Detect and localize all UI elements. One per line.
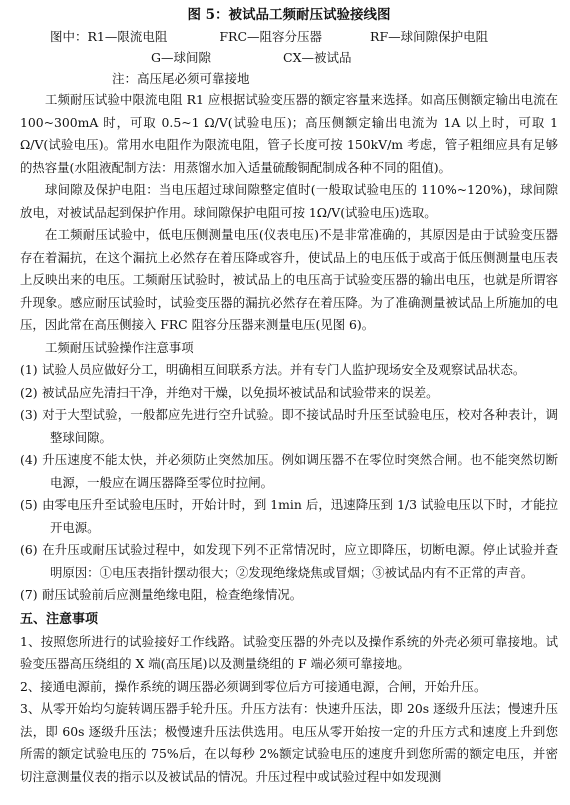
- list-item-text: 被试品应先清扫干净，并绝对干燥，以免损坏被试品和试验带来的误差。: [42, 384, 439, 400]
- note-3: 3、从零开始均匀旋转调压器手轮升压。升压方法有：快速升压法，即 20s 逐级升压法；慢速升压法，即 60s 逐级升压法；极慢速升压法供选用。电压从零开始按一定的升压方式和速度上升到您所需的额定试验电压的 75%后，在以每秒 2%额定试验电压的速度升到您所需的额定电压，并密切注意测量仪表的指示以及被试品的情况。升压过程中或试验过程中如发现测: [20, 701, 558, 784]
- list-item: (6) 在升压或耐压试验过程中，如发现下列不正常情况时，应立即降压，切断电源。停止试验并查明原因：①电压表指针摆动很大；②发现绝缘烧焦或冒烟；③被试品内有不正常的声音。: [20, 542, 558, 580]
- paragraph-current-limiting-resistor: 工频耐压试验中限流电阻 R1 应根据试验变压器的额定容量来选择。如高压侧额定输出电流在 100~300mA 时，可取 0.5~1 Ω/V(试验电压)；高压侧额定输出电流为 1A 以上时，可取 1 Ω/V(试验电压)。常用水电阻作为限流电阻，管子长度可按 150kV/m 考虑，管子粗细应具有足够的热容量(水阻液配制方法：用蒸馏水加入适量硫酸铜配制成各种不同的阻值)。: [20, 92, 558, 175]
- section-heading: 五、注意事项: [20, 611, 99, 627]
- list-item-text: 对于大型试验，一般都应先进行空升试验。即不接试品时升压至试验电压，校对各种表计，调整球间隙。: [42, 407, 558, 445]
- paragraph-sphere-gap: 球间隙及保护电阻：当电压超过球间隙整定值时(一般取试验电压的 110%~120%)，球间隙放电，对被试品起到保护作用。球间隙保护电阻可按 1Ω/V(试验电压)选取。: [20, 182, 558, 220]
- paragraph-capacitive-rise: 在工频耐压试验中，低电压侧测量电压(仪表电压)不是非常准确的，其原因是由于试验变压器存在着漏抗，在这个漏抗上必然存在着压降或容升，使试品上的电压低于或高于低压侧测量电压表上反映出来的电压。工频耐压试验时，被试品上的电压高于试验变压器的输出电压，也就是所谓容升现象。感应耐压试验时，试验变压器的漏抗必然存在着压降。为了准确测量被试品上所施加的电压，因此常在高压侧接入 FRC 阻容分压器来测量电压(见图 6)。: [20, 227, 558, 332]
- note-1: 1、按照您所进行的试验接好工作线路。试验变压器的外壳以及操作系统的外壳必须可靠接地。试验变压器高压绕组的 X 端(高压尾)以及测量绕组的 F 端必须可靠接地。: [20, 633, 558, 671]
- list-item-text: 耐压试验前后应测量绝缘电阻，检查绝缘情况。: [42, 587, 303, 602]
- list-item-text: 在升压或耐压试验过程中，如发现下列不正常情况时，应立即降压，切断电源。停止试验并查明原因：①电压表指针摆动很大；②发现绝缘烧焦或冒烟；③被试品内有不正常的声音。: [42, 542, 558, 580]
- legend-row-2: [20, 47, 558, 68]
- paragraph-operation-notes-heading: 工频耐压试验操作注意事项: [45, 339, 194, 355]
- figure-title: 图 5：被试品工频耐压试验接线图: [187, 7, 391, 23]
- list-item-text: 试验人员应做好分工，明确相互间联系方法。并有专门人监护现场安全及观察试品状态。: [42, 362, 526, 377]
- legend-g: G—球间隙: [151, 50, 211, 65]
- legend-r1: 图中：R1—限流电阻: [50, 29, 168, 44]
- list-item: (4) 升压速度不能太快，并必须防止突然加压。例如调压器不在零位时突然合闸。也不能突然切断电源，一般应在调压器降至零位时拉闸。: [20, 452, 558, 490]
- legend-cx: CX—被试品: [283, 50, 352, 65]
- legend-note: 注：高压尾必须可靠接地: [112, 71, 250, 86]
- list-item: (2) 被试品应先清扫干净，并绝对干燥，以免损坏被试品和试验带来的误差。: [20, 384, 439, 400]
- legend-row-1: [20, 26, 558, 47]
- note-2: 2、接通电源前，操作系统的调压器必须调到零位后方可接通电源，合闸，开始升压。: [20, 678, 487, 694]
- list-item: (3) 对于大型试验，一般都应先进行空升试验。即不接试品时升压至试验电压，校对各种表计，调整球间隙。: [20, 407, 558, 445]
- list-item-text: 升压速度不能太快，并必须防止突然加压。例如调压器不在零位时突然合闸。也不能突然切断电源，一般应在调压器降至零位时拉闸。: [42, 452, 558, 490]
- list-item: (7) 耐压试验前后应测量绝缘电阻，检查绝缘情况。: [20, 587, 303, 602]
- list-item: (5) 由零电压升至试验电压时，开始计时，到 1min 后，迅速降压到 1/3 试验电压以下时，才能拉开电源。: [20, 497, 558, 535]
- legend-rf: RF—球间隙保护电阻: [370, 29, 489, 44]
- legend-row-3: [20, 68, 558, 89]
- legend-frc: FRC—阻容分压器: [219, 29, 323, 44]
- figure-legend: [20, 26, 558, 89]
- list-item-text: 由零电压升至试验电压时，开始计时，到 1min 后，迅速降压到 1/3 试验电压以下时，才能拉开电源。: [42, 497, 558, 535]
- list-item: (1) 试验人员应做好分工，明确相互间联系方法。并有专门人监护现场安全及观察试品状态。: [20, 362, 526, 377]
